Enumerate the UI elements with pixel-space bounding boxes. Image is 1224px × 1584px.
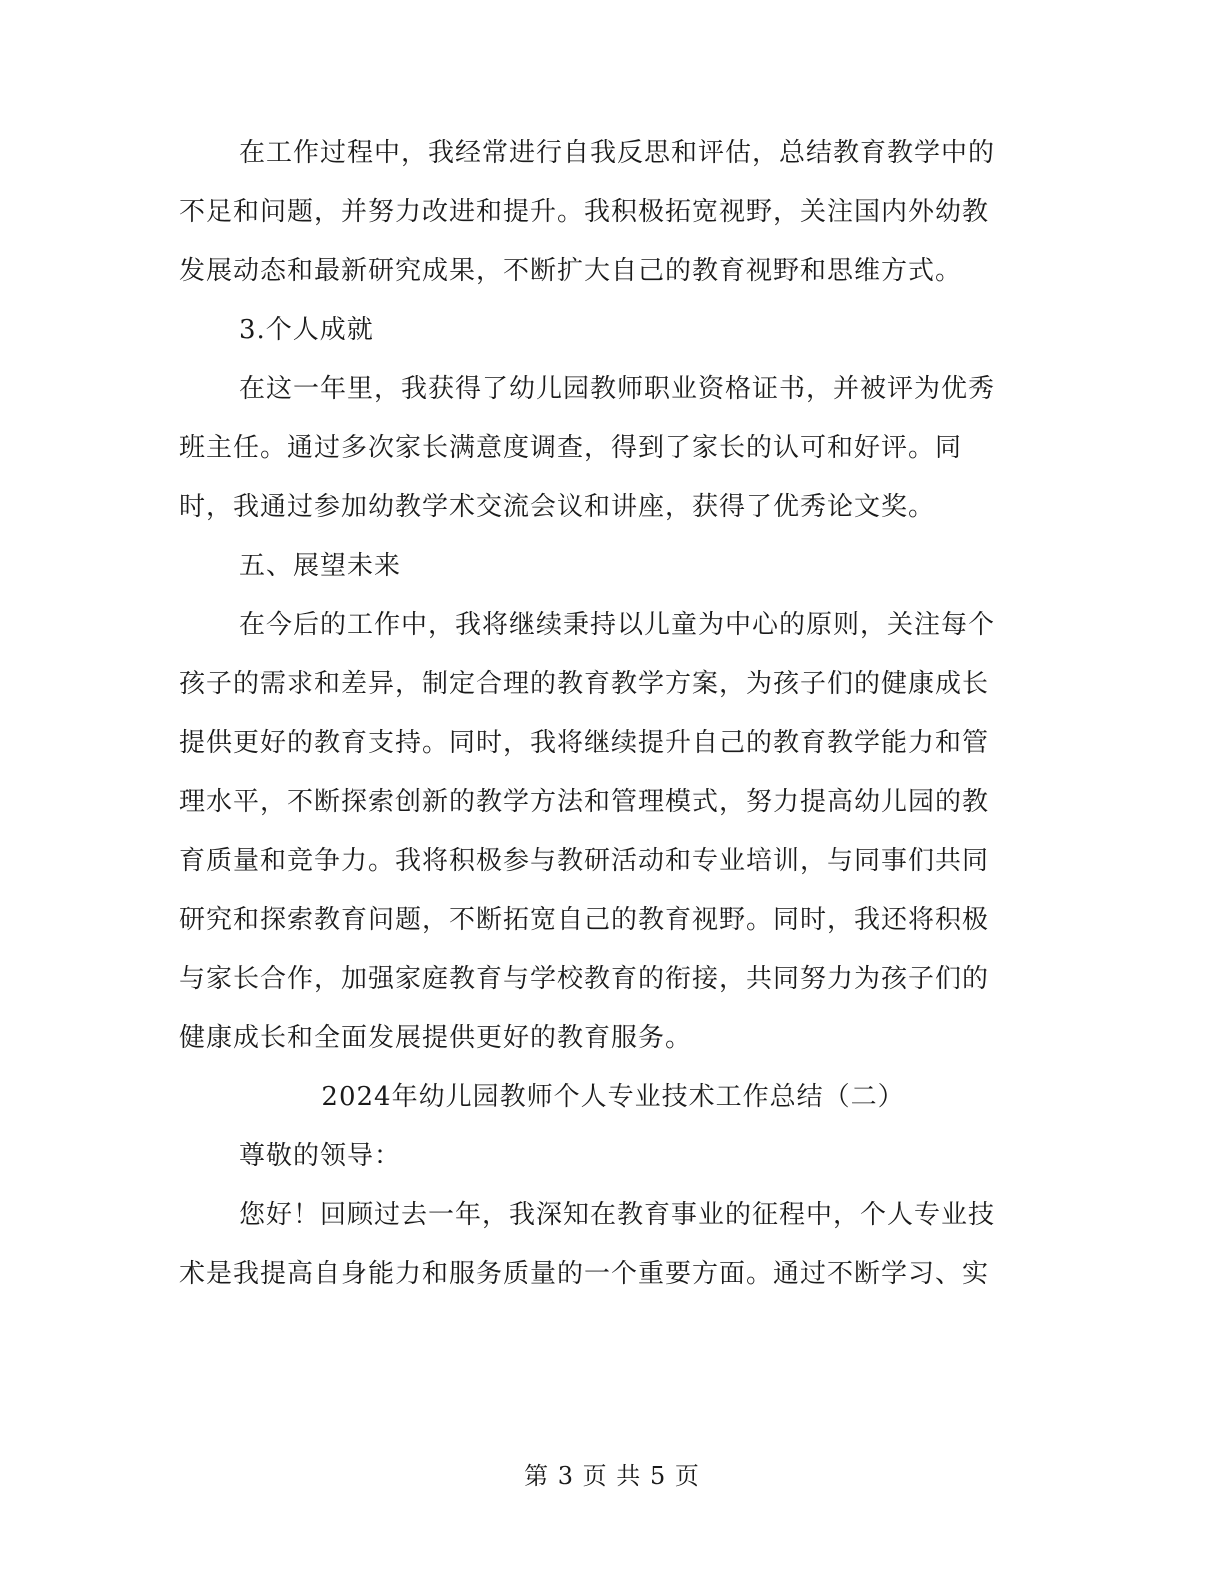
text-line: 在今后的工作中，我将继续秉持以儿童为中心的原则，关注每个 [239, 610, 996, 640]
text-line: 提供更好的教育支持。同时，我将继续提升自己的教育教学能力和管 [179, 728, 990, 758]
text-line: 理水平，不断探索创新的教学方法和管理模式，努力提高幼儿园的教 [179, 787, 990, 817]
document-body [179, 124, 1047, 1304]
text-line: 孩子的需求和差异，制定合理的教育教学方案，为孩子们的健康成长 [179, 669, 990, 699]
document-title: 2024年幼儿园教师个人专业技术工作总结（二） [321, 1082, 905, 1112]
text-line: 发展动态和最新研究成果，不断扩大自己的教育视野和思维方式。 [179, 256, 963, 286]
text-line: 时，我通过参加幼教学术交流会议和讲座，获得了优秀论文奖。 [179, 492, 936, 522]
section-heading: 五、展望未来 [239, 551, 402, 581]
section-heading: 3.个人成就 [239, 315, 374, 345]
text-line: 育质量和竞争力。我将积极参与教研活动和专业培训，与同事们共同 [179, 846, 990, 876]
text-line: 在工作过程中，我经常进行自我反思和评估，总结教育教学中的 [239, 138, 996, 168]
text-line: 健康成长和全面发展提供更好的教育服务。 [179, 1023, 693, 1053]
text-line: 术是我提高自身能力和服务质量的一个重要方面。通过不断学习、实 [179, 1259, 990, 1289]
page-footer: 第 3 页 共 5 页 [524, 1462, 700, 1490]
text-line: 研究和探索教育问题，不断拓宽自己的教育视野。同时，我还将积极 [179, 905, 990, 935]
text-line: 班主任。通过多次家长满意度调查，得到了家长的认可和好评。同 [179, 433, 963, 463]
text-line: 与家长合作，加强家庭教育与学校教育的衔接，共同努力为孩子们的 [179, 964, 990, 994]
text-line: 您好！回顾过去一年，我深知在教育事业的征程中，个人专业技 [239, 1200, 996, 1230]
text-line: 在这一年里，我获得了幼儿园教师职业资格证书，并被评为优秀 [239, 374, 996, 404]
text-line: 不足和问题，并努力改进和提升。我积极拓宽视野，关注国内外幼教 [179, 197, 990, 227]
salutation: 尊敬的领导： [239, 1141, 402, 1171]
